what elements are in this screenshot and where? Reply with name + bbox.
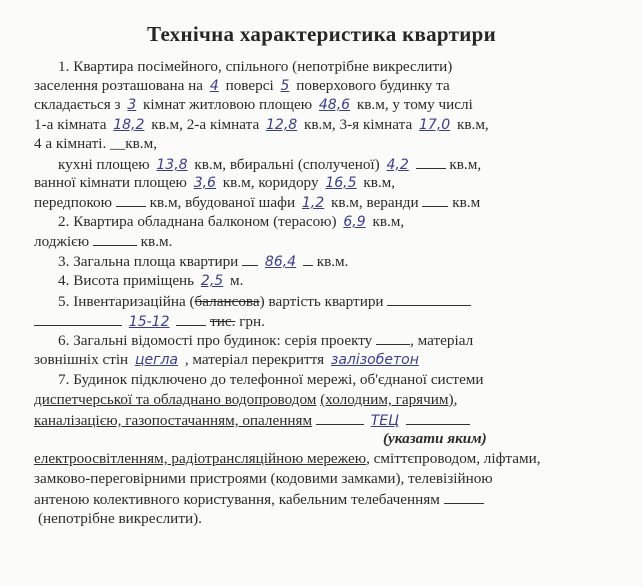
text: грн. <box>239 313 265 330</box>
struck-text: тис. <box>210 313 236 330</box>
text: кімнат житловою площею <box>143 96 313 113</box>
struck-text: балансова <box>194 293 260 310</box>
line-2 <box>34 77 450 95</box>
text: кв.м, 3-я кімната <box>303 116 413 133</box>
line-17 <box>58 371 484 389</box>
height-value: 2,5 <box>200 273 224 289</box>
line-12 <box>58 272 243 290</box>
line-23 <box>34 490 484 509</box>
value-amount: 15-12 <box>128 314 170 330</box>
blank <box>416 155 446 169</box>
note-text: (указати яким) <box>383 430 487 447</box>
text: , матеріал перекриття <box>184 351 325 368</box>
blank <box>93 232 137 246</box>
line-18 <box>34 391 457 409</box>
text: передпокою <box>34 194 112 211</box>
blank <box>422 193 448 207</box>
text: заселення розташована на <box>34 77 204 94</box>
wc-value: 4,2 <box>386 157 409 173</box>
text: 6. Загальні відомості про будинок: серія проекту <box>58 332 373 349</box>
text: кв.м, у тому числі <box>356 96 473 113</box>
text: , <box>453 391 458 408</box>
text: (непотрібне викреслити). <box>38 510 202 527</box>
text: 1-а кімната <box>34 116 107 133</box>
kitchen-value: 13,8 <box>156 157 188 173</box>
line-16 <box>34 351 422 369</box>
blank <box>303 252 313 266</box>
blank <box>242 252 258 266</box>
text: , сміттєпроводом, ліфтами, <box>366 450 541 467</box>
text: лоджією <box>34 233 90 250</box>
blank <box>116 193 146 207</box>
room3-value: 17,0 <box>419 117 451 133</box>
text: поверсі <box>225 77 274 94</box>
text: зовнішніх стін <box>34 351 129 368</box>
text: ванної кімнати площею <box>34 174 187 191</box>
text: поверхового будинку та <box>296 77 450 94</box>
floors-total-value: 5 <box>280 78 290 94</box>
living-area-value: 48,6 <box>318 97 351 113</box>
line-22 <box>34 470 493 488</box>
text: кв.м. <box>140 233 173 250</box>
bath-value: 3,6 <box>193 175 216 191</box>
blank <box>387 292 471 306</box>
text: кв.м, вбиральні (сполученої) <box>194 156 380 173</box>
blank <box>176 312 206 326</box>
line-15 <box>58 331 473 350</box>
text: (холодним, гарячим) <box>320 391 454 408</box>
text: 3. Загальна площа квартири <box>58 253 239 270</box>
line-20 <box>383 430 487 448</box>
rooms-value: 3 <box>127 97 137 113</box>
text: 7. Будинок підключено до телефонної мережі, об'єднаної системи <box>58 371 484 388</box>
line-19 <box>34 411 470 430</box>
heating-value: ТЕЦ <box>370 413 399 429</box>
line-4 <box>34 116 489 134</box>
room1-value: 18,2 <box>113 117 145 133</box>
text: кв.м, <box>372 213 405 230</box>
blank <box>34 312 122 326</box>
line-9 <box>58 213 404 231</box>
text: 2. Квартира обладнана балконом (терасою) <box>58 213 337 230</box>
floor-value: 4 <box>209 78 219 94</box>
text: складається з <box>34 96 121 113</box>
text: каналізацією, газопостачанням, опаленням <box>34 412 313 429</box>
text: кв.м, 2-а кімната <box>151 116 260 133</box>
text: 4 а кімнаті. __кв.м, <box>34 135 158 152</box>
line-13 <box>58 292 471 311</box>
text: кв.м, <box>456 116 489 133</box>
text: кв.м, <box>449 156 482 173</box>
text: 1. Квартира посімейного, спільного (непотрібне викреслити) <box>58 58 453 75</box>
text: диспетчерської та обладнано водопроводом <box>34 391 317 408</box>
text: кв.м, вбудованої шафи <box>149 194 296 211</box>
text: замково-переговірними пристроями (кодовими замками), телевізійною <box>34 470 493 487</box>
line-24 <box>38 510 202 528</box>
text: 5. Інвентаризаційна ( <box>58 293 195 310</box>
text: електроосвітленням, радіотрансляційною мережею <box>34 450 367 467</box>
blank <box>444 490 484 504</box>
text: кв.м. <box>316 253 349 270</box>
balcony-value: 6,9 <box>343 214 366 230</box>
line-5 <box>34 135 157 153</box>
line-11 <box>58 252 348 271</box>
text: кв.м, <box>363 174 396 191</box>
line-3 <box>34 96 473 114</box>
line-8 <box>34 193 480 212</box>
line-10 <box>34 232 172 251</box>
ceiling-value: залізобетон <box>330 352 419 368</box>
wardrobe-value: 1,2 <box>301 195 325 211</box>
text: кв.м, коридору <box>222 174 319 191</box>
line-1 <box>58 58 452 76</box>
blank <box>316 411 364 425</box>
blank <box>376 331 410 345</box>
line-6 <box>58 155 481 174</box>
total-area-value: 86,4 <box>264 254 297 270</box>
text: 4. Висота приміщень <box>58 272 195 289</box>
document-title: Технічна характеристика квартири <box>146 22 497 46</box>
text: ) вартість квартири <box>259 293 384 310</box>
text: , матеріал <box>410 332 474 349</box>
text: кв.м <box>452 194 481 211</box>
text: кв.м, веранди <box>330 194 419 211</box>
line-14 <box>34 312 265 331</box>
text: кухні площею <box>58 156 150 173</box>
line-21 <box>34 450 541 468</box>
blank <box>406 411 470 425</box>
corridor-value: 16,5 <box>325 175 357 191</box>
walls-value: цегла <box>134 352 179 368</box>
room2-value: 12,8 <box>266 117 298 133</box>
text: м. <box>229 272 244 289</box>
line-7 <box>34 174 395 192</box>
text: антеною колективного користування, кабельним телебаченням <box>34 491 440 508</box>
